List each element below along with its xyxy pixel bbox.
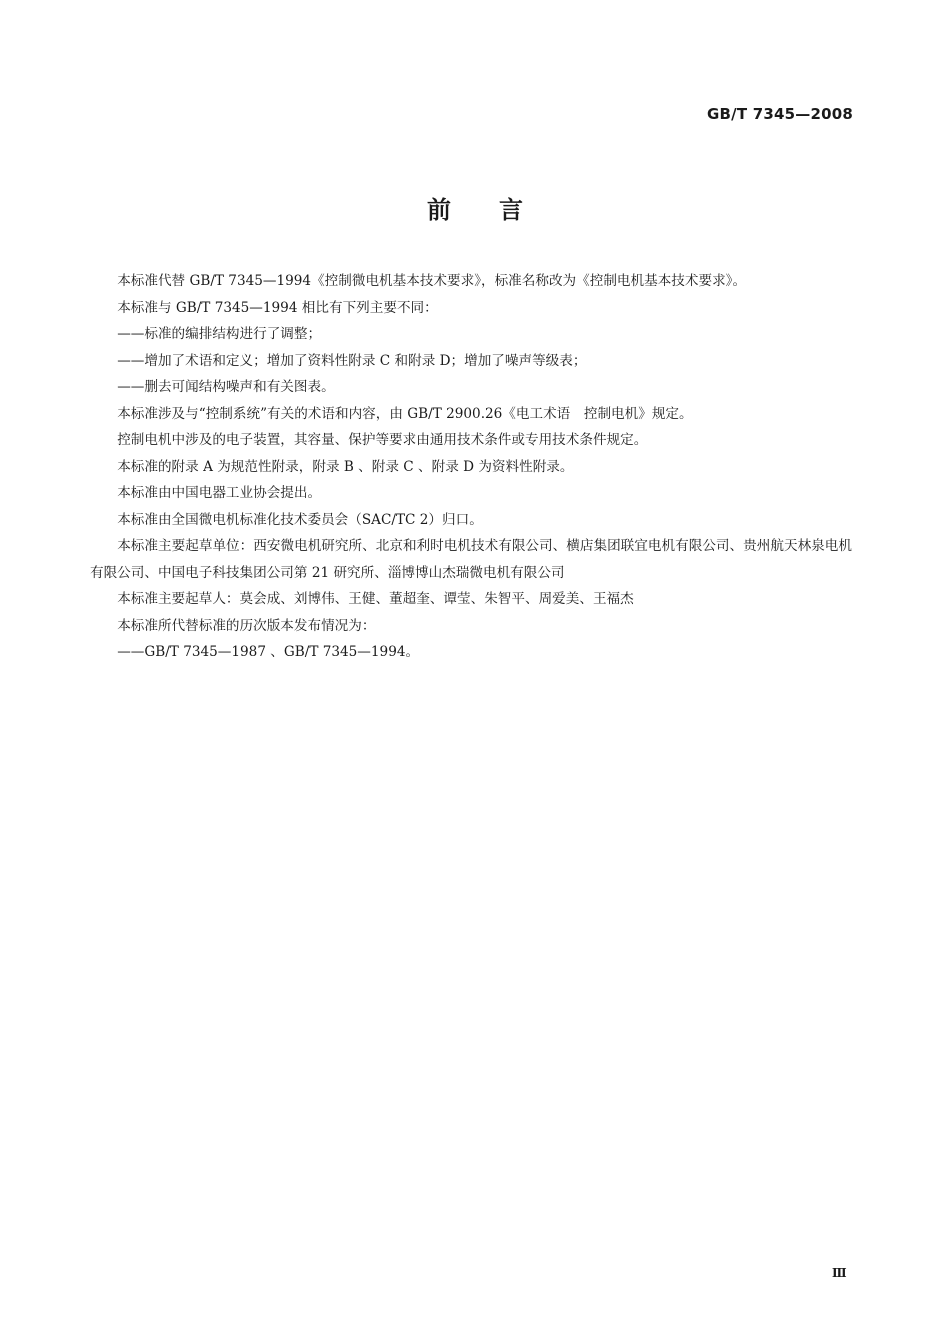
foreword-body (90, 268, 852, 666)
page-number: Ⅲ (832, 1266, 847, 1280)
paragraph-history-list: ——GB/T 7345—1987 、GB/T 7345—1994。 (117, 644, 420, 660)
paragraph-proposed-by: 本标准由中国电器工业协会提出。 (117, 485, 322, 501)
paragraph-committee: 本标准由全国微电机标准化技术委员会（SAC/TC 2）归口。 (117, 511, 483, 528)
paragraph-difference-2: ——增加了术语和定义；增加了资料性附录 C 和附录 D；增加了噪声等级表； (117, 352, 587, 369)
paragraph-annexes: 本标准的附录 A 为规范性附录，附录 B 、附录 C 、附录 D 为资料性附录。 (117, 458, 574, 475)
page-title: 前言 (427, 196, 571, 224)
paragraph-difference-1: ——标准的编排结构进行了调整； (117, 326, 322, 342)
standard-number: GB/T 7345—2008 (707, 105, 853, 123)
paragraph-replaces: 本标准代替 GB/T 7345—1994《控制微电机基本技术要求》，标准名称改为《控制电机基本技术要求》。 (117, 273, 747, 289)
paragraph-electronics: 控制电机中涉及的电子装置，其容量、保护等要求由通用技术条件或专用技术条件规定。 (117, 432, 648, 448)
paragraph-difference-3: ——删去可闻结构噪声和有关图表。 (117, 379, 335, 395)
paragraph-history-intro: 本标准所代替标准的历次版本发布情况为： (117, 617, 376, 634)
paragraph-terms: 本标准涉及与“控制系统”有关的术语和内容，由 GB/T 2900.26《电工术语 控制电机》规定。 (117, 405, 693, 422)
paragraph-differences-intro: 本标准与 GB/T 7345—1994 相比有下列主要不同： (117, 299, 438, 316)
paragraph-drafters: 本标准主要起草人：莫会成、刘博伟、王健、董超奎、谭莹、朱智平、周爱美、王福杰 (117, 591, 634, 607)
paragraph-drafting-units: 本标准主要起草单位：西安微电机研究所、北京和利时电机技术有限公司、横店集团联宜电机有限公司、贵州航天林泉电机有限公司、中国电子科技集团公司第 21 研究所、淄博博山杰瑞微电机有限公司 (90, 538, 852, 581)
